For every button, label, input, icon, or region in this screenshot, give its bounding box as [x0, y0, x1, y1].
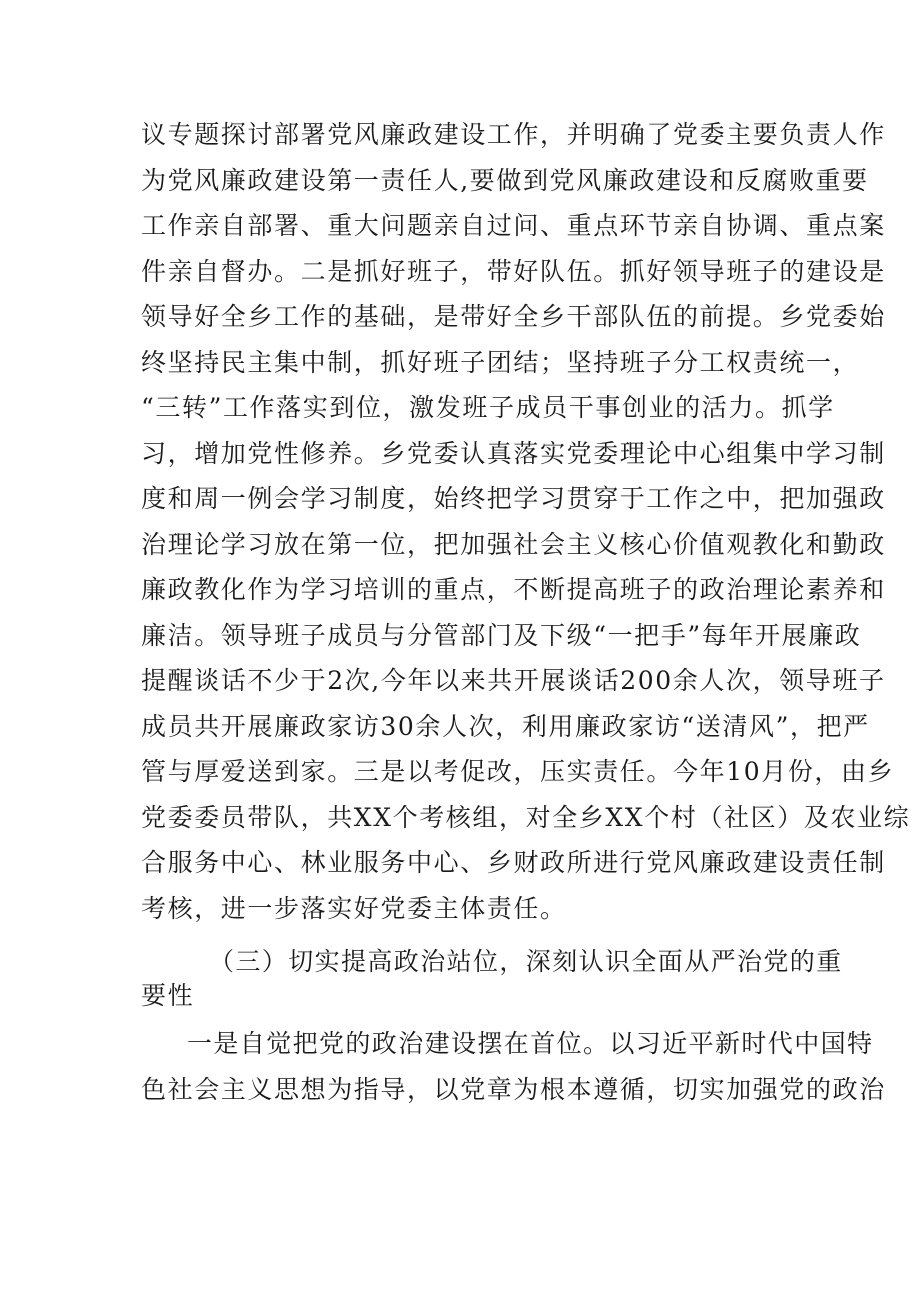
text-line: 党委委员带队，共XX个考核组，对全乡XX个村（社区）及农业综	[141, 802, 911, 832]
text-line: 治理论学习放在第一位，把加强社会主义核心价值观教化和勤政	[141, 529, 886, 559]
text-line: 成员共开展廉政家访30余人次，利用廉政家访“送清风”，把严	[141, 711, 870, 741]
text-line: 考核，进一步落实好党委主体责任。	[141, 893, 567, 923]
paragraph-party-conduct-work	[141, 112, 911, 931]
text-line: 合服务中心、林业服务中心、乡财政所进行党风廉政建设责任制	[141, 848, 886, 877]
text-line: “三转”工作落实到位，激发班子成员干事创业的活力。抓学	[141, 393, 835, 422]
text-line: 色社会主义思想为指导，以党章为根本遵循，切实加强党的政治	[141, 1074, 886, 1104]
text-line: 一是自觉把党的政治建设摆在首位。以习近平新时代中国特	[187, 1029, 874, 1058]
text-line: 度和周一例会学习制度，始终把学习贯穿于工作之中，把加强政	[141, 484, 886, 513]
text-line: 廉洁。领导班子成员与分管部门及下级“一把手”每年开展廉政	[141, 620, 862, 650]
text-line: 终坚持民主集中制，抓好班子团结；坚持班子分工权责统一，	[141, 347, 860, 377]
text-line: 工作亲自部署、重大问题亲自过问、重点环节亲自协调、重点案	[141, 211, 886, 240]
text-line: 件亲自督办。二是抓好班子，带好队伍。抓好领导班子的建设是	[141, 256, 886, 286]
text-line: 议专题探讨部署党风廉政建设工作，并明确了党委主要负责人作	[141, 120, 886, 149]
section-heading-line: 要性	[141, 981, 195, 1010]
section-heading-line: （三）切实提高政治站位，深刻认识全面从严治党的重	[209, 947, 843, 976]
paragraph-political-building	[141, 1021, 886, 1112]
document-body	[141, 112, 911, 1112]
text-line: 为党风廉政建设第一责任人,要做到党风廉政建设和反腐败重要	[141, 165, 869, 195]
text-line: 提醒谈话不少于2次,今年以来共开展谈话200余人次，领导班子	[141, 666, 886, 695]
section-heading	[141, 945, 843, 1013]
text-line: 廉政教化作为学习培训的重点，不断提高班子的政治理论素养和	[141, 575, 886, 604]
text-line: 习，增加党性修养。乡党委认真落实党委理论中心组集中学习制	[141, 438, 886, 468]
text-line: 管与厚爱送到家。三是以考促改，压实责任。今年10月份，由乡	[141, 757, 895, 786]
text-line: 领导好全乡工作的基础，是带好全乡干部队伍的前提。乡党委始	[141, 302, 886, 331]
